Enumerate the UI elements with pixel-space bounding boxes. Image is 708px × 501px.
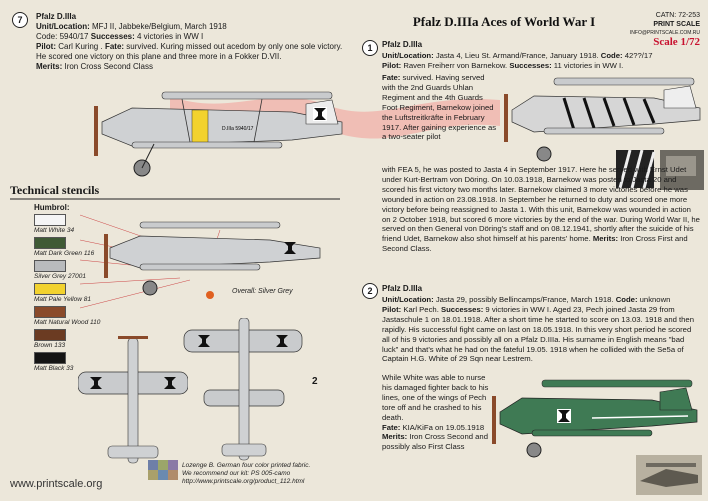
entry1-successes: 11 victories in WW I.: [553, 60, 624, 70]
entry2-merits: Iron Cross Second and possibly also First Class: [382, 432, 488, 452]
entry2-name-text: Pfalz D.IIIa: [382, 284, 423, 293]
entry7-text: [36, 12, 352, 72]
entry7-code: Code: 5940/17: [36, 32, 89, 41]
entry2-fate-label: Fate:: [382, 422, 401, 432]
entry2-successes-label: Successes:: [440, 304, 484, 314]
entry1-fate-long: [382, 165, 700, 254]
entry2-body: [382, 295, 700, 364]
entry1-code-label: Code:: [600, 51, 623, 60]
entry1-pilot: Raven Freiherr von Barnekow.: [403, 60, 508, 70]
entry1-header: [382, 51, 700, 71]
marker-1: 1: [362, 40, 378, 56]
paint-name-3: Matt Pale Yellow 81: [34, 296, 91, 303]
entry2-while-text: While White was able to nurse his damaged fighter back to his lines, one of the wings of Pech tore off and he crashed to his death.: [382, 373, 489, 422]
humbrol-label: Humbrol:: [34, 203, 70, 212]
plane-7-code: D.IIIa 5940/17: [222, 126, 254, 132]
entry2-unit: Jasta 29, possibly Bellincamps/France, March 1918.: [435, 295, 614, 304]
entry7-fate: survived. Kuring missed out acedom by only one sole victory. He scored one victory on this plane and three more in a Fokker D.VII.: [36, 42, 343, 61]
brand-logo-text: PRINT SCALE: [653, 21, 700, 28]
plane-top-view: [78, 318, 188, 468]
entry7-fate-label: Fate:: [104, 42, 125, 51]
entry7-successes-label: Successes:: [90, 32, 135, 41]
paint-name-4: Matt Natural Wood 110: [34, 319, 101, 326]
entry1-fate-short: [382, 73, 500, 142]
paint-name-2: Silver Grey 27001: [34, 273, 87, 280]
entry7-merits-label: Merits:: [36, 62, 63, 71]
entry2-fate: KIA/KiFa on 19.05.1918: [402, 422, 485, 432]
entry1-unit-label: Unit/Location:: [382, 51, 434, 60]
stencils-plane-view: [70, 200, 354, 310]
entry1-name-text: Pfalz D.IIIa: [382, 40, 423, 49]
plane-2-photo: [636, 455, 702, 495]
entry1-merits-label: Merits:: [592, 234, 619, 244]
entry1-unit: Jasta 4, Lieu St. Armand/France, January 1918.: [435, 51, 599, 60]
entry2-code-label: Code:: [615, 295, 638, 304]
right-page: [354, 0, 708, 501]
plane-2-side-view: [492, 372, 702, 460]
entry1-fate-text: survived. Having served with the 2nd Guards Uhlan Regiment and the 4th Guards Foot Regiment, Barnekow joined the Luftstreitkräfte in February 1917. After gaining experience as a two-seater pilot: [382, 73, 497, 142]
entry7-pilot: Carl Kuring .: [58, 42, 103, 51]
entry7-unit-label: Unit/Location:: [36, 22, 90, 31]
paint-name-0: Matt White 34: [34, 227, 75, 234]
entry7-merits: Iron Cross Second Class: [64, 62, 153, 71]
stencils-title: Technical stencils: [10, 183, 100, 197]
brand-email: INFO@PRINTSCALE.COM.RU: [629, 30, 700, 36]
overall-caption: Overall: Silver Grey: [232, 288, 293, 295]
entry1-pilot-label: Pilot:: [382, 60, 402, 70]
lozenge-swatch: [148, 460, 178, 480]
paint-name-1: Matt Dark Green 116: [34, 250, 95, 257]
paint-name-5: Brown 133: [34, 342, 66, 349]
entry2-pilot: Karl Pech.: [403, 304, 439, 314]
view-number-2: 2: [312, 376, 318, 387]
catalog-block: [630, 11, 700, 47]
lozenge-caption: [182, 462, 352, 486]
entry2-ending: [382, 373, 492, 452]
entry2-pilot-label: Pilot:: [382, 304, 402, 314]
entry7-unit: MFJ II, Jabbeke/Belgium, March 1918: [92, 22, 227, 31]
marker-2: 2: [362, 283, 378, 299]
entry1-fate-label: Fate:: [382, 73, 401, 82]
lozenge-link[interactable]: http://www.printscale.org/product_112.html: [182, 478, 305, 485]
lozenge-text-2: We recommend our kit: PS 005-camo: [182, 470, 291, 477]
entry2-unit-label: Unit/Location:: [382, 295, 434, 304]
entry2-merits-label: Merits:: [382, 432, 408, 442]
entry1-code: 42??/17: [624, 51, 653, 60]
entry1-merits: Iron Cross First and Second Class.: [382, 234, 688, 254]
paint-swatch-6: [34, 352, 73, 372]
lozenge-text-1: Lozenge B. German four color printed fabric.: [182, 462, 311, 469]
paint-swatch-0: [34, 214, 74, 234]
catalog-number: CATN: 72-253: [655, 12, 700, 19]
entry1-name: [382, 40, 422, 50]
footer-url[interactable]: www.printscale.org: [10, 478, 103, 490]
entry7-successes: 4 victories in WW I: [137, 32, 204, 41]
paint-swatch-5: [34, 329, 66, 349]
paint-name-6: Matt Black 33: [34, 365, 74, 372]
entry2-code: unknown: [639, 295, 671, 304]
plane-7-side-view: [92, 82, 352, 182]
scale-label: Scale 1/72: [653, 36, 700, 48]
plane-bottom-view: [182, 318, 307, 468]
marker-7: 7: [12, 12, 28, 28]
entry1-fate-long-text: with FEA 5, he was posted to Jasta 4 in September 1917. Here he served with Ernst Udet under Kurt-Bertram von Döring. On 10.03.1918, Barnekow was posted to Jasta 20 and scored his first victory two months later. Barnekow claimed 3 more victories before he was wounded in action on 23.08.1918. In September he returned to duty and scored one more victory before being reassigned to Jasta 1. With this unit, Barnekow was wounded in action on 2 October 1918, but scored 6 more victories by the end of the war. During World War II, he served on then General von Döring's staff and on 08.12.1941, shortly after the suicide of his friend Udet, Barnekow also shot himself at his parents' home.: [382, 165, 700, 244]
page-title: Pfalz D.IIIa Aces of World War I: [412, 14, 596, 29]
entry2-successes: 9 victories in WW I. Aged 23, Pech joined Jasta 29 from Jastaschule 1 on 18.01.1918. After a short time he started to score on 13.03. 1918 and then rapidly. His successful fight came on last on 18.05.1918. In this very short period he scored all of his 9 victories and possibly all on a Pfalz D.IIIa. His surname in English means "bad luck" and that's what he had on the fateful 19.05. 1918 when he collided with the Se5a of Captain H.G. White of 29 Sqn near Lestrem.: [382, 304, 694, 364]
entry1-successes-label: Successes:: [509, 60, 552, 70]
entry7-pilot-label: Pilot:: [36, 42, 56, 51]
entry7-name: Pfalz D.IIIa: [36, 12, 77, 21]
entry2-name: [382, 284, 422, 294]
